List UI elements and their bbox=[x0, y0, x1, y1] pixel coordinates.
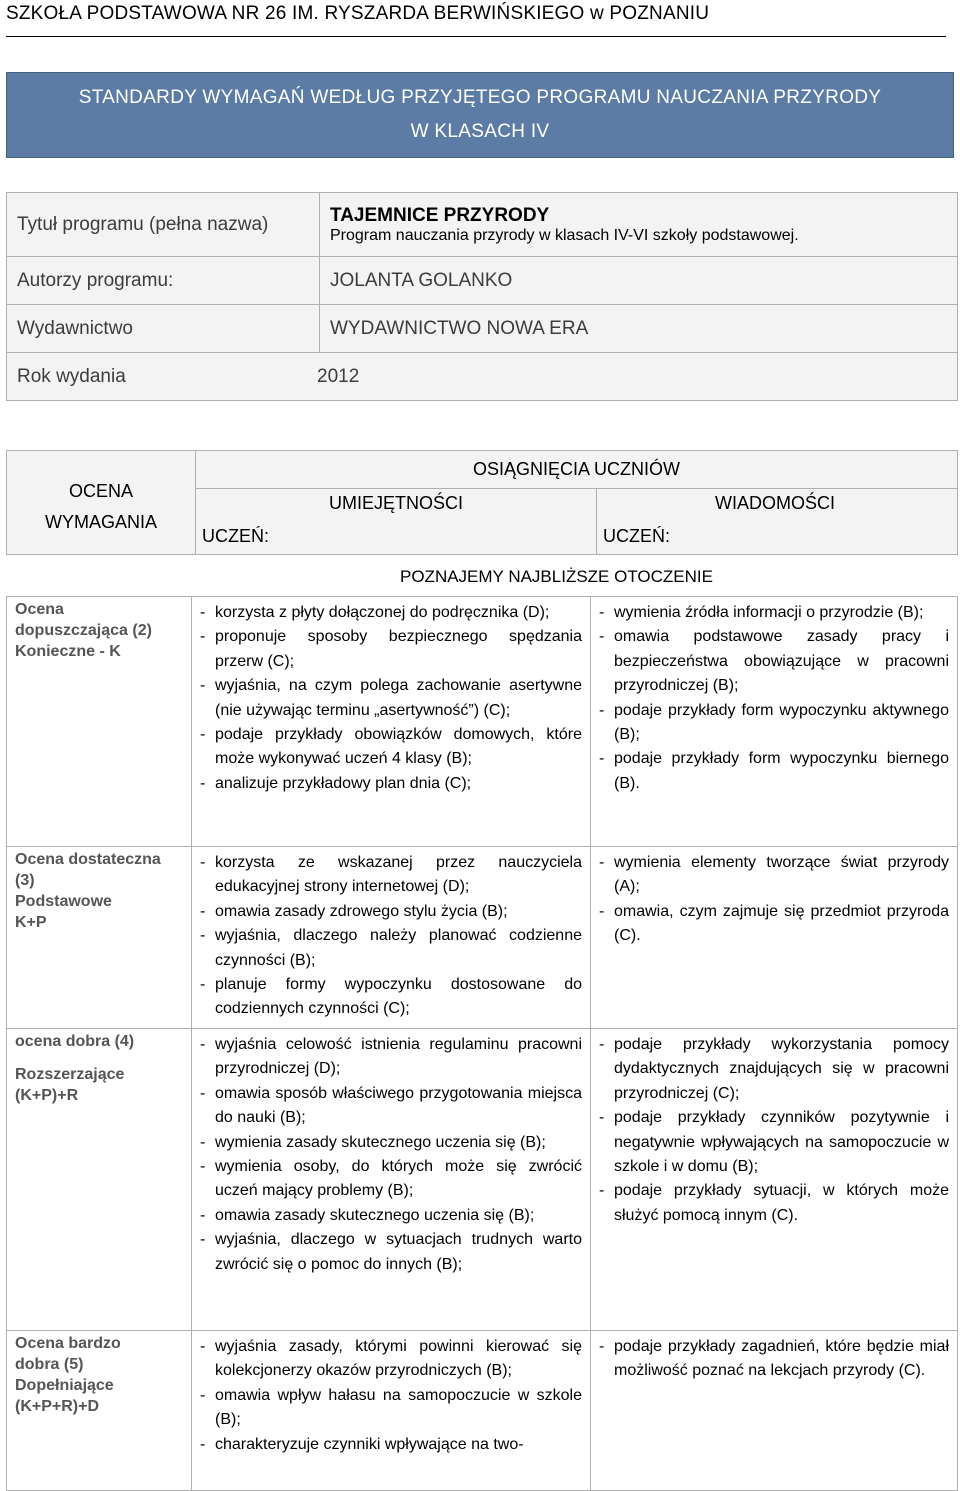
skills-list bbox=[200, 601, 582, 796]
banner-line-1: STANDARDY WYMAGAŃ WEDŁUG PRZYJĘTEGO PROGRAMU NAUCZANIA PRZYRODY bbox=[78, 87, 882, 108]
skills-cell bbox=[192, 847, 591, 1029]
grade-line: Konieczne - K bbox=[15, 643, 121, 660]
program-title-value: TAJEMNICE PRZYRODY bbox=[330, 204, 550, 226]
list-item: - wyjaśnia, na czym polega zachowanie asertywne (nie używając terminu „asertywność”) (C); bbox=[200, 674, 582, 723]
authors-label: Autorzy programu: bbox=[7, 257, 320, 305]
list-item: - omawia sposób właściwego przygotowania miejsca do nauki (B); bbox=[200, 1082, 582, 1131]
program-title-label: Tytuł programu (pełna nazwa) bbox=[7, 193, 320, 257]
list-item: - omawia zasady skutecznego uczenia się (B); bbox=[200, 1204, 582, 1228]
knowledge-list bbox=[599, 1335, 949, 1384]
knowledge-list bbox=[599, 601, 949, 796]
grade-line: (3) bbox=[15, 872, 35, 889]
grade-row bbox=[7, 1331, 958, 1491]
grade-cell bbox=[7, 597, 192, 847]
list-item: - podaje przykłady obowiązków domowych, które może wykonywać uczeń 4 klasy (B); bbox=[200, 723, 582, 772]
banner-line-2: W KLASACH IV bbox=[410, 121, 550, 142]
skills-student-label: UCZEŃ: bbox=[196, 519, 597, 555]
grade-line: ocena dobra (4) bbox=[15, 1033, 135, 1050]
grade-line: (K+P+R)+D bbox=[15, 1398, 100, 1415]
list-item: - wymienia osoby, do których może się zwrócić uczeń mający problemy (B); bbox=[200, 1155, 582, 1204]
knowledge-cell bbox=[591, 597, 958, 847]
list-item: - charakteryzuje czynniki wpływające na two- bbox=[200, 1433, 582, 1457]
list-item: - omawia, czym zajmuje się przedmiot przyroda (C). bbox=[599, 900, 949, 949]
grade-line: Podstawowe bbox=[15, 893, 112, 910]
list-item: - omawia zasady zdrowego stylu życia (B); bbox=[200, 900, 582, 924]
skills-cell bbox=[192, 597, 591, 847]
program-info-table bbox=[6, 192, 958, 401]
list-item: - podaje przykłady sytuacji, w których może służyć pomocą innym (C). bbox=[599, 1179, 949, 1228]
list-item: - wyjaśnia, dlaczego w sytuacjach trudnych warto zwrócić się o pomoc do innych (B); bbox=[200, 1228, 582, 1277]
knowledge-student-label: UCZEŃ: bbox=[597, 519, 958, 555]
school-name: SZKOŁA PODSTAWOWA NR 26 IM. RYSZARDA BERWIŃSKIEGO w POZNANIU bbox=[6, 3, 710, 24]
header-rule bbox=[6, 36, 946, 37]
year-cell bbox=[7, 353, 958, 401]
grade-row bbox=[7, 847, 958, 1029]
skills-header: UMIEJĘTNOŚCI bbox=[196, 489, 597, 519]
authors-value: JOLANTA GOLANKO bbox=[320, 257, 958, 305]
list-item: - wymienia elementy tworzące świat przyrody (A); bbox=[599, 851, 949, 900]
program-title-cell bbox=[320, 193, 958, 257]
list-item: - podaje przykłady wykorzystania pomocy dydaktycznych znajdujących się w pracowni przyrodniczej (C); bbox=[599, 1033, 949, 1106]
list-item: - podaje przykłady czynników pozytywnie i negatywnie wpływających na samopoczucie w szkole i w domu (B); bbox=[599, 1106, 949, 1179]
grade-line: Dopełniające bbox=[15, 1377, 114, 1394]
requirements-table bbox=[6, 596, 958, 1491]
knowledge-list bbox=[599, 851, 949, 949]
list-item: - wyjaśnia, dlaczego należy planować codzienne czynności (B); bbox=[200, 924, 582, 973]
grade-line: dobra (5) bbox=[15, 1356, 84, 1373]
list-item: - omawia wpływ hałasu na samopoczucie w szkole (B); bbox=[200, 1384, 582, 1433]
grade-line: Rozszerzające bbox=[15, 1066, 125, 1083]
grade-cell bbox=[7, 1029, 192, 1331]
knowledge-cell bbox=[591, 1029, 958, 1331]
skills-cell bbox=[192, 1331, 591, 1491]
grading-header bbox=[6, 450, 958, 555]
knowledge-cell bbox=[591, 847, 958, 1029]
list-item: - podaje przykłady form wypoczynku biernego (B). bbox=[599, 747, 949, 796]
skills-list bbox=[200, 851, 582, 1022]
program-title-subtitle: Program nauczania przyrody w klasach IV-VI szkoły podstawowej. bbox=[330, 226, 799, 244]
section-title: POZNAJEMY NAJBLIŻSZE OTOCZENIE bbox=[400, 567, 713, 586]
list-item: - wymienia źródła informacji o przyrodzie (B); bbox=[599, 601, 949, 625]
list-item: - korzysta ze wskazanej przez nauczyciela edukacyjnej strony internetowej (D); bbox=[200, 851, 582, 900]
list-item: - planuje formy wypoczynku dostosowane do codziennych czynności (C); bbox=[200, 973, 582, 1022]
skills-list bbox=[200, 1033, 582, 1277]
list-item: - wyjaśnia zasady, którymi powinni kierować się kolekcjonerzy okazów przyrodniczych (B); bbox=[200, 1335, 582, 1384]
publisher-value: WYDAWNICTWO NOWA ERA bbox=[320, 305, 958, 353]
grade-line: dopuszczająca (2) bbox=[15, 622, 152, 639]
list-item: - podaje przykłady form wypoczynku aktywnego (B); bbox=[599, 699, 949, 748]
grade-cell bbox=[7, 847, 192, 1029]
grade-line: Ocena dostateczna bbox=[15, 851, 161, 868]
grade-row bbox=[7, 597, 958, 847]
year-label: Rok wydania bbox=[17, 365, 126, 387]
grade-header-cell bbox=[7, 451, 196, 555]
knowledge-cell bbox=[591, 1331, 958, 1491]
grade-line: K+P bbox=[15, 914, 47, 931]
grade-row bbox=[7, 1029, 958, 1331]
list-item: - wyjaśnia celowość istnienia regulaminu pracowni przyrodniczej (D); bbox=[200, 1033, 582, 1082]
skills-cell bbox=[192, 1029, 591, 1331]
skills-list bbox=[200, 1335, 582, 1457]
list-item: - proponuje sposoby bezpiecznego spędzania przerw (C); bbox=[200, 625, 582, 674]
list-item: - wymienia zasady skutecznego uczenia się (B); bbox=[200, 1131, 582, 1155]
publisher-label: Wydawnictwo bbox=[7, 305, 320, 353]
grade-line: Ocena bardzo bbox=[15, 1335, 121, 1352]
year-value: 2012 bbox=[317, 365, 360, 387]
grade-line: Ocena bbox=[15, 601, 64, 618]
list-item: - korzysta z płyty dołączonej do podręcznika (D); bbox=[200, 601, 582, 625]
grade-cell bbox=[7, 1331, 192, 1491]
list-item: - analizuje przykładowy plan dnia (C); bbox=[200, 772, 582, 796]
grade-line: (K+P)+R bbox=[15, 1087, 79, 1104]
list-item: - omawia podstawowe zasady pracy i bezpieczeństwa obowiązujące w pracowni przyrodniczej (B); bbox=[599, 625, 949, 698]
knowledge-list bbox=[599, 1033, 949, 1228]
title-banner bbox=[6, 72, 954, 158]
grade-header-line-1: OCENA bbox=[68, 481, 133, 501]
achievements-header: OSIĄGNIĘCIA UCZNIÓW bbox=[196, 451, 958, 489]
list-item: - podaje przykłady zagadnień, które będzie miał możliwość poznać na lekcjach przyrody (C). bbox=[599, 1335, 949, 1384]
grade-header-line-2: WYMAGANIA bbox=[44, 512, 157, 532]
knowledge-header: WIADOMOŚCI bbox=[597, 489, 958, 519]
